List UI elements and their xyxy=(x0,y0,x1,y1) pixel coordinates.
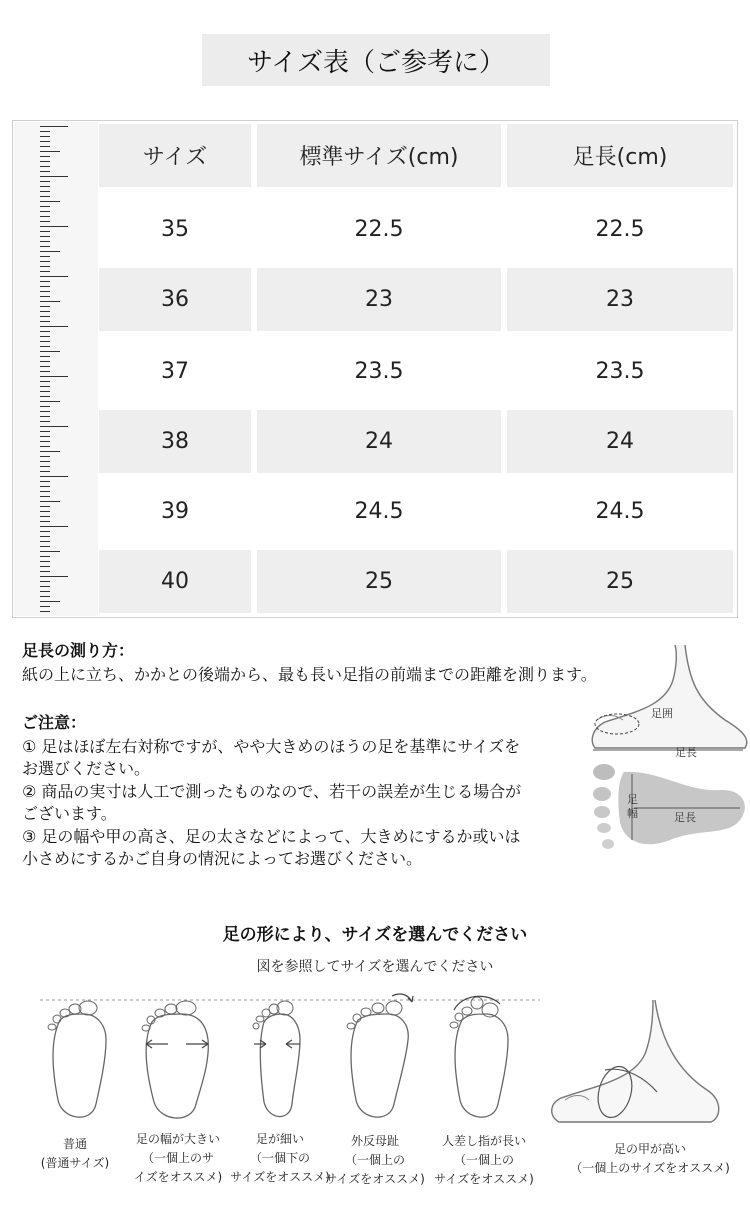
notes-line-4: ございます。 xyxy=(22,804,117,823)
notes-line-5: ③ 足の幅や甲の高さ、足の太さなどによって、大きめにするか或いは xyxy=(22,827,521,846)
ruler-tick xyxy=(40,566,50,567)
table-cell: 40 xyxy=(99,550,251,613)
ruler-tick xyxy=(40,321,50,322)
caption-line: 足の幅が大きい xyxy=(135,1132,220,1146)
caption-line: イズをオススメ) xyxy=(133,1170,223,1184)
ruler-tick xyxy=(40,511,50,512)
table-row xyxy=(99,550,733,613)
notes-line-2: お選びください。 xyxy=(22,759,151,778)
ruler-tick xyxy=(40,471,50,472)
ruler-tick xyxy=(40,196,50,197)
ruler-tick xyxy=(40,376,68,377)
notes-line-1: ① 足はほぼ左右対称ですが、やや大きめのほうの足を基準にサイズを xyxy=(22,737,521,756)
ruler-tick xyxy=(40,431,50,432)
ruler-tick xyxy=(40,586,50,587)
ruler-tick xyxy=(40,461,50,462)
ruler-tick xyxy=(40,331,50,332)
table-header-cell: サイズ xyxy=(99,124,251,187)
ruler-tick xyxy=(40,521,50,522)
ruler-tick xyxy=(40,176,68,177)
ruler-tick xyxy=(40,251,60,252)
ruler-tick xyxy=(40,371,50,372)
ruler-tick xyxy=(40,306,50,307)
ruler-tick xyxy=(40,456,50,457)
ruler-tick xyxy=(40,341,50,342)
foot-wide-icon xyxy=(138,1000,218,1130)
ruler-tick xyxy=(40,546,50,547)
ruler-tick xyxy=(40,426,68,427)
table-row xyxy=(99,268,733,331)
ruler-tick xyxy=(40,171,50,172)
caption-line: 普通 xyxy=(62,1137,87,1151)
ruler-tick xyxy=(40,226,68,227)
measure-text: 紙の上に立ち、かかとの後端から、最も長い足指の前端までの距離を測ります。 xyxy=(22,665,597,684)
caption-line: （一個上のサイズをオススメ) xyxy=(570,1161,730,1175)
ruler-graphic xyxy=(14,122,98,616)
ruler-tick xyxy=(40,486,50,487)
table-cell: 38 xyxy=(99,410,251,473)
ruler-tick xyxy=(40,491,50,492)
ruler-tick xyxy=(40,151,60,152)
ruler-tick xyxy=(40,581,50,582)
ruler-tick xyxy=(40,236,50,237)
caption-line: （一個上のサ xyxy=(141,1151,214,1165)
ruler-tick xyxy=(40,481,50,482)
ruler-tick xyxy=(40,551,60,552)
caption-line: 外反母趾 xyxy=(350,1134,399,1148)
ruler-tick xyxy=(40,316,50,317)
ruler-tick xyxy=(40,401,60,402)
ruler-tick xyxy=(40,136,50,137)
table-row xyxy=(99,340,733,403)
foot-bunion-icon xyxy=(338,990,418,1130)
ruler-tick xyxy=(40,256,50,257)
ruler-tick xyxy=(40,541,50,542)
ruler-tick xyxy=(40,126,68,127)
ruler-tick xyxy=(40,591,50,592)
ruler-tick xyxy=(40,386,50,387)
caption-line: 足が細い xyxy=(255,1132,304,1146)
ruler-tick xyxy=(40,146,50,147)
shapes-subtitle: 図を参照してサイズを選んでください xyxy=(256,959,494,975)
ruler-tick xyxy=(40,186,50,187)
ruler-tick xyxy=(40,501,60,502)
side-foot-illustration xyxy=(585,640,750,760)
ruler-tick xyxy=(40,291,50,292)
table-cell: 24 xyxy=(507,410,733,473)
ruler-tick xyxy=(40,346,50,347)
ruler-tick xyxy=(40,516,50,517)
table-row xyxy=(99,410,733,473)
table-cell: 23 xyxy=(257,268,501,331)
ruler-tick xyxy=(40,296,50,297)
ruler-tick xyxy=(40,326,68,327)
ruler-tick xyxy=(40,606,50,607)
ruler-tick xyxy=(40,466,50,467)
foot-shape-caption xyxy=(320,1132,430,1189)
caption-line: 足の甲が高い xyxy=(613,1142,686,1156)
ruler-tick xyxy=(40,506,50,507)
table-cell: 36 xyxy=(99,268,251,331)
ruler-tick xyxy=(40,531,50,532)
ruler-tick xyxy=(40,496,50,497)
ruler-tick xyxy=(40,281,50,282)
table-cell: 25 xyxy=(507,550,733,613)
page-title: サイズ表（ご参考に） xyxy=(202,34,550,86)
ruler-tick xyxy=(40,141,50,142)
ruler-tick xyxy=(40,411,50,412)
ruler-tick xyxy=(40,221,50,222)
ruler-tick xyxy=(40,211,50,212)
notes-line-6: 小さめにするかご自身の情況によってお選びください。 xyxy=(22,849,423,868)
table-cell: 25 xyxy=(257,550,501,613)
foot-shape-caption xyxy=(424,1132,544,1189)
ruler-tick xyxy=(40,366,50,367)
ruler-tick xyxy=(40,601,60,602)
ruler-tick xyxy=(40,261,50,262)
sole-length-label: 足長 xyxy=(674,811,696,824)
caption-line: （一個上の xyxy=(453,1153,514,1167)
caption-line: （一個下の xyxy=(249,1151,310,1165)
ruler-tick xyxy=(40,416,50,417)
table-cell: 24.5 xyxy=(354,499,404,524)
ruler-tick xyxy=(40,276,68,277)
ruler-tick xyxy=(40,286,50,287)
table-header-cell: 標準サイズ(cm) xyxy=(257,124,501,187)
table-cell: 22.5 xyxy=(595,217,645,242)
table-cell: 39 xyxy=(161,499,189,524)
ruler-tick xyxy=(40,561,50,562)
ruler-tick xyxy=(40,446,50,447)
ruler-tick xyxy=(40,611,50,612)
foot-shape-caption xyxy=(20,1135,130,1173)
foot-narrow-icon xyxy=(240,1000,320,1130)
table-cell: 23.5 xyxy=(354,359,404,384)
caption-line: サイズをオススメ) xyxy=(325,1172,425,1186)
ruler-tick xyxy=(40,191,50,192)
ruler-tick xyxy=(40,246,50,247)
ruler-tick xyxy=(40,476,68,477)
table-cell: 24.5 xyxy=(595,499,645,524)
ruler-tick xyxy=(40,406,50,407)
ruler-tick xyxy=(40,181,50,182)
table-cell: 23 xyxy=(507,268,733,331)
table-cell: 23.5 xyxy=(595,359,645,384)
side-length-label: 足長 xyxy=(675,746,697,759)
sole-illustration xyxy=(590,762,750,862)
table-cell: 37 xyxy=(161,359,189,384)
foot-long-second-toe-icon xyxy=(442,990,522,1130)
ruler-tick xyxy=(40,576,68,577)
ruler-tick xyxy=(40,241,50,242)
ruler-tick xyxy=(40,571,50,572)
ruler-tick xyxy=(40,451,60,452)
shapes-title: 足の形により、サイズを選んでください xyxy=(222,925,528,945)
ruler-tick xyxy=(40,301,60,302)
ruler-tick xyxy=(40,166,50,167)
ruler-tick xyxy=(40,231,50,232)
ruler-tick xyxy=(40,441,50,442)
notes-line-3: ② 商品の実寸は人工で測ったものなので、若干の誤差が生じる場合が xyxy=(22,782,522,801)
ruler-tick xyxy=(40,391,50,392)
sole-width-label: 足幅 xyxy=(627,793,638,820)
foot-high-instep-icon xyxy=(545,1000,725,1130)
caption-line: 人差し指が長い xyxy=(441,1134,526,1148)
ruler-tick xyxy=(40,596,50,597)
ruler-tick xyxy=(40,311,50,312)
ruler-tick xyxy=(40,201,60,202)
table-cell: 24 xyxy=(257,410,501,473)
caption-line: サイズをオススメ) xyxy=(230,1170,330,1184)
ruler-tick xyxy=(40,436,50,437)
ruler-tick xyxy=(40,266,50,267)
table-row xyxy=(99,198,733,261)
caption-line: （一個上の xyxy=(344,1153,405,1167)
foot-normal-icon xyxy=(40,1000,120,1130)
notes-heading: ご注意： xyxy=(22,713,87,732)
ruler-tick xyxy=(40,361,50,362)
ruler-tick xyxy=(40,526,68,527)
ruler-tick xyxy=(40,396,50,397)
ruler-tick xyxy=(40,216,50,217)
ruler-tick xyxy=(40,421,50,422)
caption-line: (普通サイズ) xyxy=(40,1156,110,1170)
ruler-tick xyxy=(40,381,50,382)
table-header-cell: 足長(cm) xyxy=(507,124,733,187)
ruler-tick xyxy=(40,131,50,132)
ruler-tick xyxy=(40,556,50,557)
measure-heading: 足長の測り方： xyxy=(22,641,135,660)
ruler-tick xyxy=(40,336,50,337)
table-cell: 22.5 xyxy=(354,217,404,242)
ruler-tick xyxy=(40,161,50,162)
ruler-tick xyxy=(40,356,50,357)
ruler-tick xyxy=(40,156,50,157)
girth-label: 足囲 xyxy=(651,707,673,720)
ruler-tick xyxy=(40,351,60,352)
caption-line: サイズをオススメ) xyxy=(434,1172,534,1186)
ruler-tick xyxy=(40,271,50,272)
ruler-tick xyxy=(40,206,50,207)
table-cell: 35 xyxy=(161,217,189,242)
ruler-tick xyxy=(40,536,50,537)
table-row xyxy=(99,480,733,543)
foot-shape-caption xyxy=(560,1140,740,1178)
table-header-row xyxy=(99,124,733,187)
